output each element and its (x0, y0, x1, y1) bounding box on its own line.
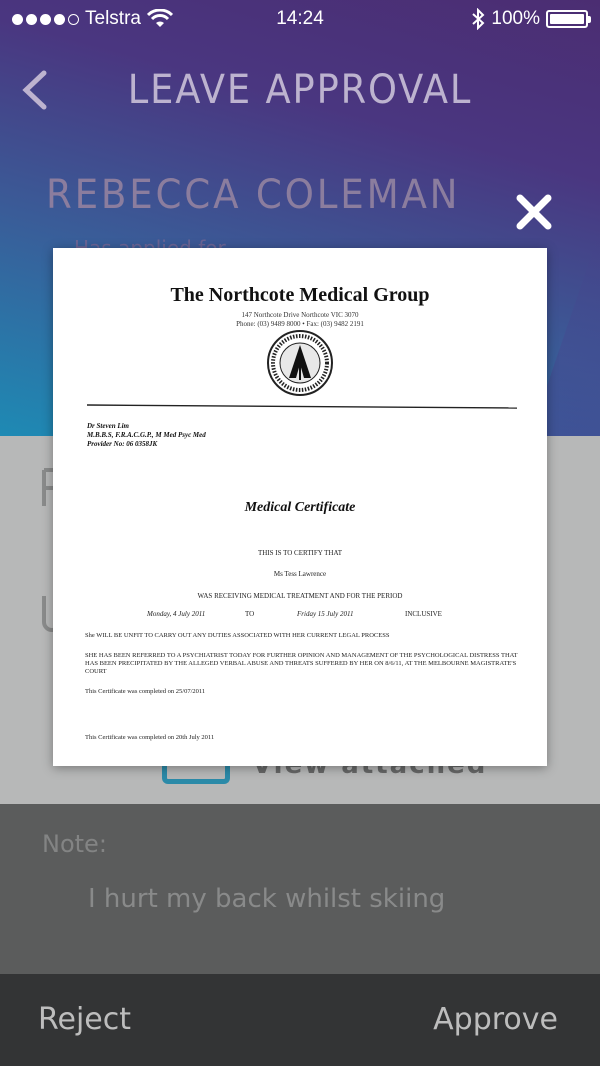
clinic-address: 147 Northcote Drive Northcote VIC 3070 (241, 311, 359, 319)
note-label: Note: (42, 830, 107, 858)
clinic-phone: Phone: (03) 9489 8000 • Fax: (03) 9482 2191 (236, 320, 364, 328)
close-icon[interactable] (512, 190, 556, 234)
date-to: Friday 15 July 2011 (297, 610, 354, 618)
battery-percent: 100% (491, 8, 540, 29)
certificate-heading: Medical Certificate (244, 500, 356, 515)
reject-button[interactable]: Reject (38, 1002, 132, 1037)
provider-number: Provider No: 06 0358JK (87, 440, 158, 448)
clinic-seal-icon (265, 328, 335, 398)
referral-statement: SHE HAS BEEN REFERRED TO A PSYCHIATRIST TODAY FOR FURTHER OPINION AND MANAGEMENT OF THE PSYCHOLOGICAL DISTRESS THAT HAS BEEN PRECIPITATED BY THE ALLEGED VERBAL ABUSE AND THREATS SUFFERED BY HER ON 8/6/11, AT THE MELBOURNE MAGISTRATE'S COURT (85, 652, 518, 675)
certify-line: THIS IS TO CERTIFY THAT (257, 549, 343, 557)
doctor-qualifications: M.B.B.S, F.R.A.C.G.P., M Med Psyc Med (87, 431, 206, 439)
treatment-line: WAS RECEIVING MEDICAL TREATMENT AND FOR THE PERIOD (197, 592, 403, 600)
header-divider (87, 404, 517, 409)
patient-name: Ms Tess Lawrence (273, 570, 327, 578)
note-text: I hurt my back whilst skiing (88, 884, 446, 914)
inclusive-label: INCLUSIVE (405, 610, 442, 618)
clinic-name: The Northcote Medical Group (170, 284, 430, 306)
unfit-statement: She WILL BE UNFIT TO CARRY OUT ANY DUTIES ASSOCIATED WITH HER CURRENT LEGAL PROCESS (85, 632, 390, 639)
date-to-word: TO (245, 610, 255, 618)
completed-statement: This Certificate was completed on 25/07/2011 (85, 688, 206, 695)
doctor-name: Dr Steven Lim (87, 422, 129, 430)
employee-name: REBECCA COLEMAN (46, 172, 461, 218)
certificate-footer: This Certificate was completed on 20th July 2011 (85, 734, 215, 741)
medical-certificate-preview (53, 248, 547, 766)
status-time: 14:24 (276, 8, 324, 29)
carrier-label: Telstra (85, 8, 141, 29)
approve-button[interactable]: Approve (433, 1002, 558, 1037)
page-title: LEAVE APPROVAL (127, 67, 473, 113)
date-from: Monday, 4 July 2011 (147, 610, 206, 618)
